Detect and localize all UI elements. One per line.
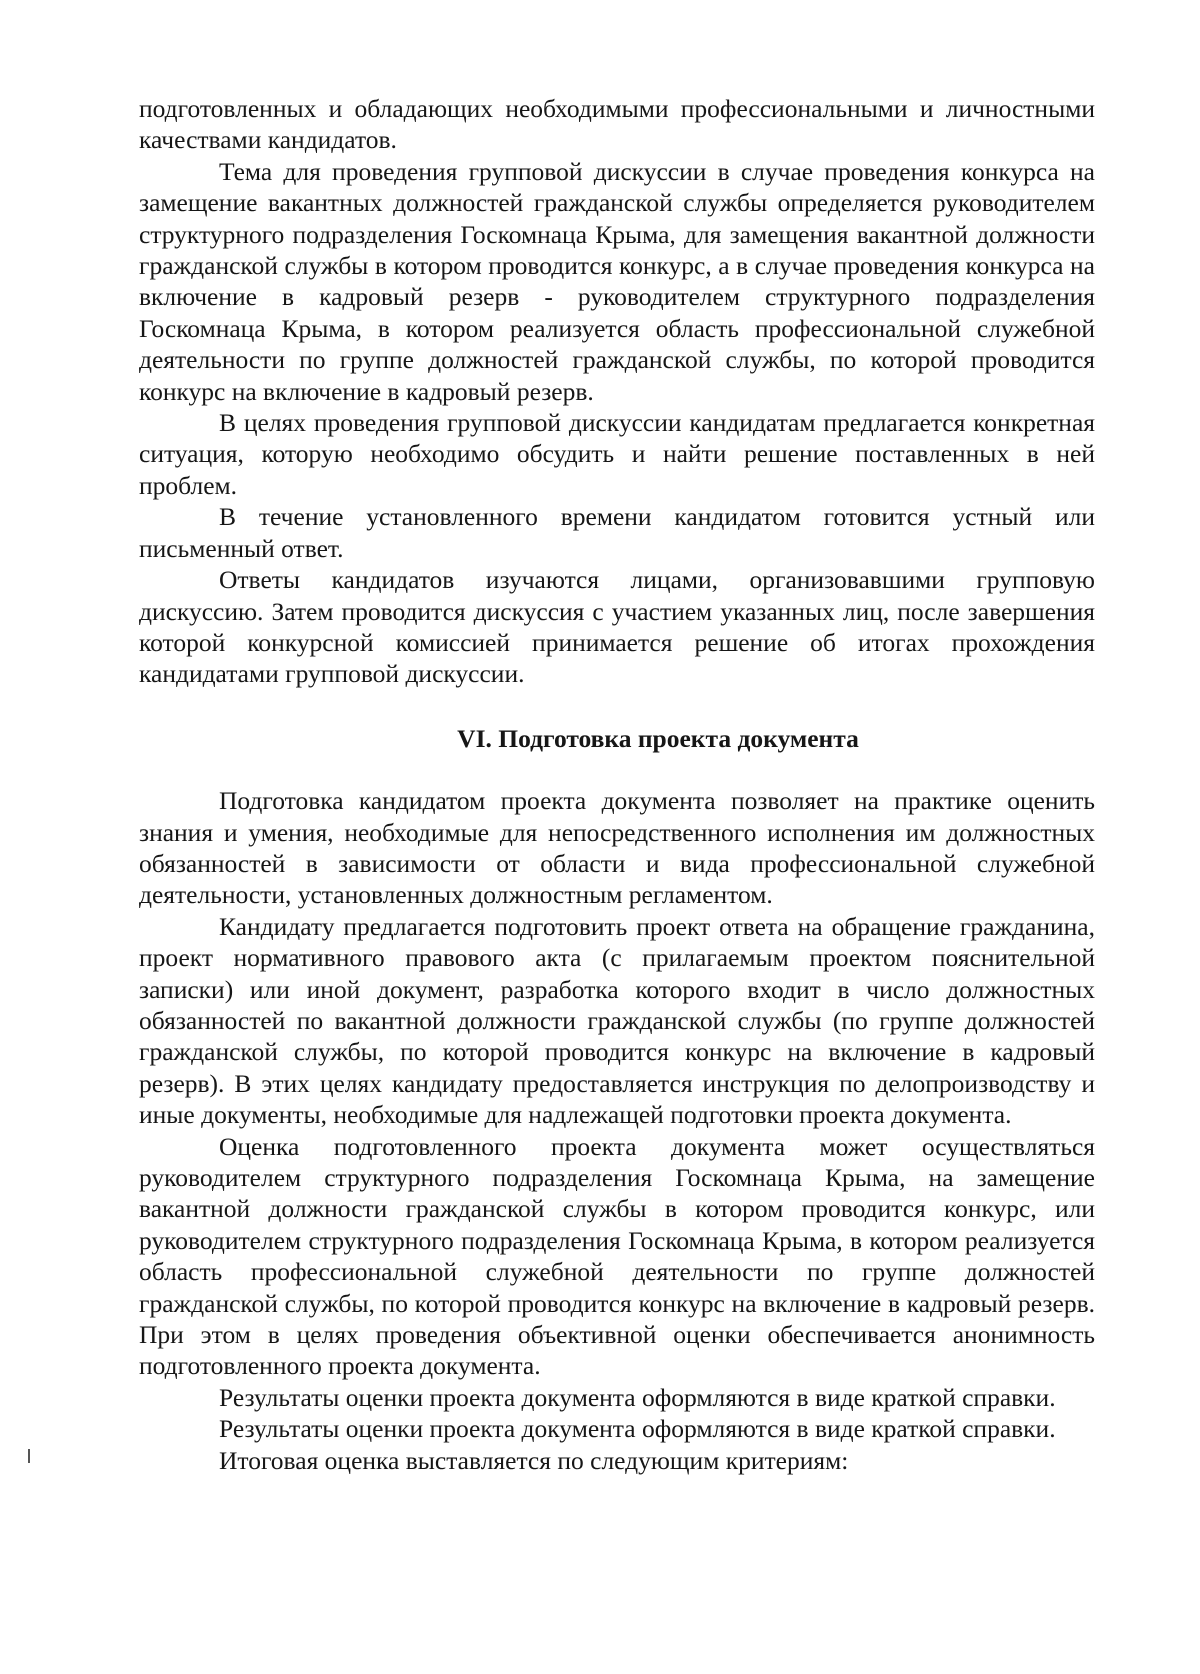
paragraph-draft-task: Кандидату предлагается подготовить проект ответа на обращение гражданина, проект нормативного правового акта (с прилагаемым проектом пояснительной записки) или иной документ, разработка которого входит в число должностных обязанностей по вакантной должности гражданской службы (по группе должностей гражданской службы, по которой проводится конкурс на включение в кадровый резерв). В этих целях кандидату предоставляется инструкция по делопроизводству и иные документы, необходимые для надлежащей подготовки проекта документа. xyxy=(139,911,1095,1130)
paragraph-discussion-situation: В целях проведения групповой дискуссии кандидатам предлагается конкретная ситуация, которую необходимо обсудить и найти решение поставленных в ней проблем. xyxy=(139,408,1095,500)
paragraph-results-note-repeat: Результаты оценки проекта документа оформляются в виде краткой справки. xyxy=(219,1414,1056,1444)
paragraph-draft-purpose: Подготовка кандидатом проекта документа позволяет на практике оценить знания и умения, необходимые для непосредственного исполнения им должностных обязанностей в зависимости от области и вида профессиональной служебной деятельности, установленных должностным регламентом. xyxy=(139,786,1095,910)
paragraph-discussion-topic: Тема для проведения групповой дискуссии в случае проведения конкурса на замещение вакантных должностей гражданской службы определяется руководителем структурного подразделения Госкомнаца Крыма, для замещения вакантной должности гражданской службы в котором проводится конкурс, а в случае проведения конкурса на включение в кадровый резерв - руководителем структурного подразделения Госкомнаца Крыма, в котором реализуется область профессиональной служебной деятельности по группе должностей гражданской службы, по которой проводится конкурс на включение в кадровый резерв. xyxy=(139,156,1095,406)
margin-scan-mark xyxy=(28,1449,30,1463)
paragraph-answer-preparation: В течение установленного времени кандидатом готовится устный или письменный ответ. xyxy=(139,502,1095,563)
paragraph-final-criteria: Итоговая оценка выставляется по следующим критериям: xyxy=(219,1445,849,1475)
section-heading: VI. Подготовка проекта документа xyxy=(457,723,859,753)
paragraph-results-note: Результаты оценки проекта документа оформляются в виде краткой справки. xyxy=(219,1382,1056,1412)
spacer xyxy=(139,754,1095,785)
paragraph-draft-evaluation: Оценка подготовленного проекта документа может осуществляться руководителем структурного подразделения Госкомнаца Крыма, на замещение вакантной должности гражданской службы в котором проводится конкурс, или руководителем структурного подразделения Госкомнаца Крыма, в котором реализуется область профессиональной служебной деятельности по группе должностей гражданской службы, по которой проводится конкурс на включение в кадровый резерв. При этом в целях проведения объективной оценки обеспечивается анонимность подготовленного проекта документа. xyxy=(139,1131,1095,1381)
document-page xyxy=(139,93,1095,1476)
paragraph-answers-review: Ответы кандидатов изучаются лицами, организовавшими групповую дискуссию. Затем проводится дискуссия с участием указанных лиц, после завершения которой конкурсной комиссией принимается решение об итогах прохождения кандидатами групповой дискуссии. xyxy=(139,565,1095,689)
paragraph-continuation: подготовленных и обладающих необходимыми профессиональными и личностными качествами кандидатов. xyxy=(139,94,1095,155)
spacer xyxy=(139,690,1095,723)
